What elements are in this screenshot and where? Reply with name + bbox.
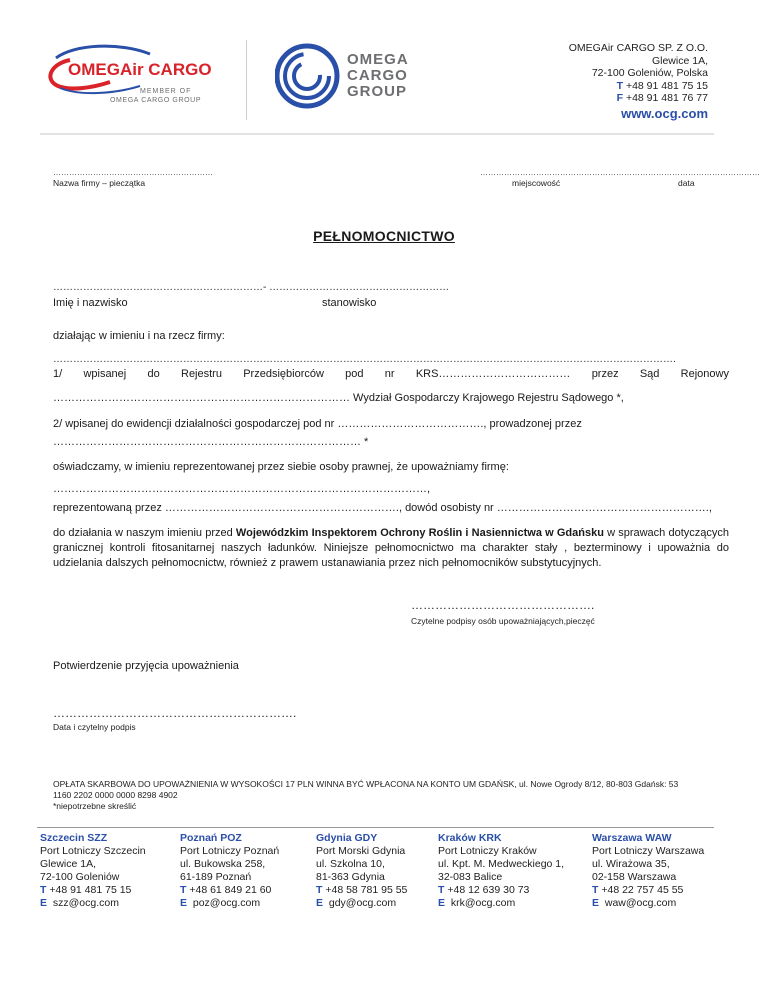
email-link[interactable]: waw@ocg.com <box>604 897 677 909</box>
email-label: E <box>592 897 600 909</box>
krs-line <box>53 368 729 380</box>
office-phone <box>316 884 407 897</box>
krs-word: Rejonowy <box>680 368 729 380</box>
office-line: 61-189 Poznań <box>180 871 252 883</box>
office-phone <box>438 884 564 897</box>
office-name: Poznań POZ <box>180 832 242 844</box>
email-link[interactable]: krk@ocg.com <box>450 897 516 909</box>
position-label: stanowisko <box>322 297 377 309</box>
company-name: OMEGAir CARGO SP. Z O.O. <box>568 42 708 54</box>
krs-word: wpisanej <box>83 368 127 380</box>
email-link[interactable]: szz@ocg.com <box>52 897 119 909</box>
email-link[interactable]: poz@ocg.com <box>192 897 261 909</box>
email-label: E <box>40 897 48 909</box>
email-link[interactable]: gdy@ocg.com <box>328 897 397 909</box>
office-line: Port Morski Gdynia <box>316 845 406 857</box>
company-name-field[interactable]: ……………………………………………………………………………………………………………………………………………………………………. <box>53 354 676 365</box>
omegair-cargo-logo <box>40 38 230 110</box>
header-divider <box>40 133 714 135</box>
firm-stamp-field[interactable]: …………………………………………………… <box>53 168 213 177</box>
office-name: Kraków KRK <box>438 832 502 844</box>
body-text-2: w sprawach dotyczących granicznej kontroli fitosanitarnej naszych ładunków. Niniejsze pełnomocnictwo ma charakter stały , bezterminowy i upoważnia do udzielania dalszych pełnomocnictw, również z prawem ustanawiania przez nich pełnomocników substytucyjnych. <box>53 527 729 569</box>
body-text-1: do działania w naszym imieniu przed <box>53 527 236 539</box>
office-line: Port Lotniczy Kraków <box>438 845 537 857</box>
firm-stamp-label: Nazwa firmy – pieczątka <box>53 178 146 188</box>
name-position-field[interactable]: ………………………………………………………- ……………………………………………… <box>53 282 450 293</box>
krs-word: Przedsiębiorców <box>243 368 324 380</box>
member-group-text: OMEGA CARGO GROUP <box>110 97 202 104</box>
phone-label: T <box>316 884 323 896</box>
krs-word: przez <box>591 368 619 380</box>
signature-label: Czytelne podpisy osób upoważniających,pieczęć <box>411 616 595 626</box>
krs-word: Rejestru <box>181 368 222 380</box>
confirmation-signature-field[interactable]: ……………………………………………………. <box>53 706 297 720</box>
ocg-logo-line2: CARGO <box>347 67 408 84</box>
phone-value: +48 91 481 75 15 <box>49 884 132 896</box>
office-line: Port Lotniczy Warszawa <box>592 845 705 857</box>
krs-word: do <box>147 368 160 380</box>
place-date-field[interactable]: …………………………………………………………………………………………… <box>480 168 760 177</box>
phone-value: +48 22 757 45 55 <box>601 884 684 896</box>
email-label: E <box>180 897 188 909</box>
office-email <box>40 897 146 910</box>
fax-value: +48 91 481 76 77 <box>625 92 708 104</box>
office-line: 32-083 Balice <box>438 871 503 883</box>
registry-field[interactable]: 2/ wpisanej do ewidencji działalności gospodarczej pod nr …………………………………., prowadzonej przez <box>53 418 582 430</box>
office-krakow <box>438 832 564 910</box>
signature-field[interactable]: ………………………………………. <box>411 598 595 612</box>
confirmation-text: Potwierdzenie przyjęcia upoważnienia <box>53 660 239 672</box>
krs-number-field[interactable]: KRS……………………………… <box>415 368 571 380</box>
office-line: ul. Bukowska 258, <box>180 858 266 870</box>
office-email <box>180 897 279 910</box>
office-name: Warszawa WAW <box>592 832 672 844</box>
company-fax <box>569 92 708 105</box>
phone-label: T <box>592 884 599 896</box>
office-phone <box>180 884 279 897</box>
office-line: ul. Wirażowa 35, <box>592 858 670 870</box>
date-label: data <box>678 178 695 188</box>
omegair-logo-text: OMEGAir CARGO <box>68 60 212 79</box>
office-email <box>438 897 564 910</box>
office-phone <box>40 884 146 897</box>
office-line: Port Lotniczy Szczecin <box>40 845 146 857</box>
office-gdynia <box>316 832 407 910</box>
office-line: ul. Kpt. M. Medweckiego 1, <box>438 858 565 870</box>
email-label: E <box>316 897 324 909</box>
fee-notice <box>53 779 723 812</box>
fee-line-2: 1160 2202 0000 0000 8298 4902 <box>53 790 178 800</box>
phone-value: +48 12 639 30 73 <box>447 884 530 896</box>
office-name: Szczecin SZZ <box>40 832 108 844</box>
office-phone <box>592 884 704 897</box>
company-city: 72-100 Goleniów, Polska <box>591 67 708 79</box>
company-street: Glewice 1A, <box>651 54 708 67</box>
company-phone <box>569 80 708 93</box>
office-line: 81-363 Gdynia <box>316 871 385 883</box>
body-bold-authority: Wojewódzkim Inspektorem Ochrony Roślin i Nasiennictwa w Gdańsku <box>235 527 604 539</box>
office-line: Port Lotniczy Poznań <box>180 845 280 857</box>
footer-divider <box>37 827 714 828</box>
acting-text: działając w imieniu i na rzecz firmy: <box>53 330 225 342</box>
fee-line-1: OPŁATA SKARBOWA DO UPOWAŻNIENIA W WYSOKOŚCI 17 PLN WINNA BYĆ WPŁACONA NA KONTO UM GDAŃSK, ul. Nowe Ogrody 8/12, 80-803 Gdańsk: 53 <box>53 779 679 789</box>
ocg-logo-line3: GROUP <box>347 83 408 100</box>
ocg-logo-line1: OMEGA <box>347 51 409 68</box>
phone-label: T <box>180 884 187 896</box>
phone-label: T <box>438 884 445 896</box>
authorized-firm-field[interactable]: …………………………………………………………………………………………, <box>53 483 431 495</box>
phone-value: +48 91 481 75 15 <box>625 79 708 92</box>
office-warszawa <box>592 832 704 910</box>
office-name: Gdynia GDY <box>316 832 378 844</box>
email-label: E <box>438 897 446 909</box>
krs-word: pod <box>345 368 364 380</box>
office-email <box>592 897 704 910</box>
company-info <box>569 42 708 123</box>
place-label: miejscowość <box>512 178 561 188</box>
krs-word: Sąd <box>639 368 660 380</box>
company-website-link[interactable]: www.ocg.com <box>621 105 708 121</box>
court-field[interactable]: ……………………………………………………………………… Wydział Gospodarczy Krajowego Rejestru Sądowego *, <box>53 392 624 404</box>
krs-word: 1/ <box>53 368 63 380</box>
document-title: PEŁNOMOCNICTWO <box>313 228 455 244</box>
phone-label: T <box>40 884 47 896</box>
office-line: 72-100 Goleniów <box>40 871 120 883</box>
member-of-text: MEMBER OF <box>140 88 192 95</box>
phone-value: +48 61 849 21 60 <box>189 884 272 896</box>
office-szczecin <box>40 832 146 910</box>
confirmation-signature-label: Data i czytelny podpis <box>53 722 136 732</box>
office-email <box>316 897 407 910</box>
registry-authority-field[interactable]: ………………………………………………………………………… * <box>53 436 369 448</box>
office-line: 02-158 Warszawa <box>592 871 677 883</box>
name-label: Imię i nazwisko <box>53 297 128 309</box>
office-poznan <box>180 832 279 910</box>
phone-label: T <box>616 79 624 92</box>
krs-word: nr <box>384 368 395 380</box>
declaration-text: oświadczamy, w imieniu reprezentowanej przez siebie osoby prawnej, że upoważniamy firmę: <box>53 461 509 473</box>
logo-divider <box>246 40 247 120</box>
phone-value: +48 58 781 95 55 <box>325 884 408 896</box>
omega-cargo-group-logo <box>275 42 425 112</box>
office-line: Glewice 1A, <box>40 858 97 870</box>
fax-label: F <box>616 92 624 104</box>
authorization-paragraph <box>53 526 729 571</box>
office-line: ul. Szkolna 10, <box>316 858 385 870</box>
footnote: *niepotrzebne skreślić <box>53 801 137 811</box>
representative-field[interactable]: reprezentowaną przez ………………………………………………………., dowód osobisty nr …………………………………………………., <box>53 502 712 514</box>
